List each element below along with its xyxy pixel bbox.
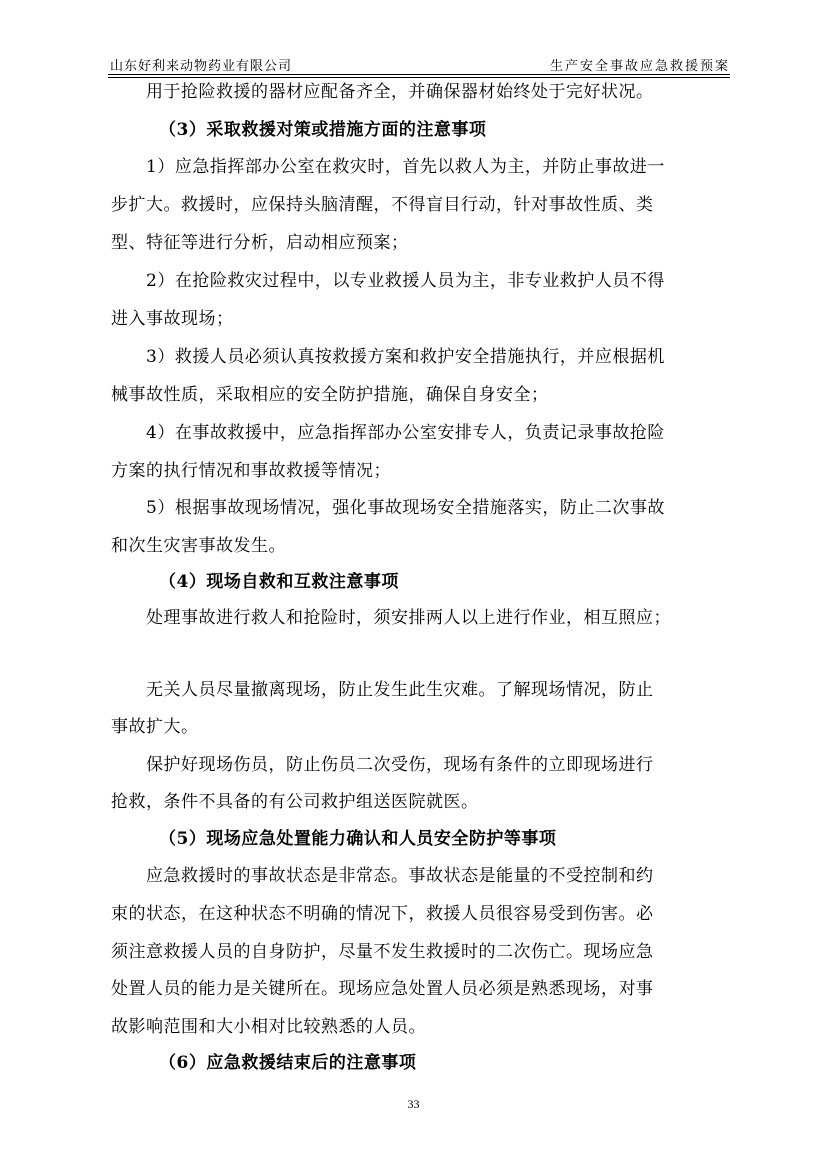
paragraph-line: 5）根据事故现场情况，强化事故现场安全措施落实，防止二次事故 (146, 498, 665, 518)
paragraph-line: 和次生灾害事故发生。 (111, 536, 286, 556)
section-heading: （6）应急救援结束后的注意事项 (159, 1053, 417, 1073)
section-heading: （3）采取救援对策或措施方面的注意事项 (159, 120, 487, 140)
paragraph-line: 无关人员尽量撤离现场，防止发生此生灾难。了解现场情况，防止 (146, 680, 654, 700)
paragraph-line: 应急救援时的事故状态是非常态。事故状态是能量的不受控制和约 (146, 866, 654, 886)
paragraph-line: 故影响范围和大小相对比较熟悉的人员。 (111, 1017, 426, 1037)
paragraph-line: 4）在事故救援中，应急指挥部办公室安排专人，负责记录事故抢险 (146, 423, 665, 443)
paragraph-line: 型、特征等进行分析，启动相应预案； (111, 233, 409, 253)
page-header (108, 52, 730, 76)
paragraph-line: 处置人员的能力是关键所在。现场应急处置人员必须是熟悉现场，对事 (111, 979, 654, 999)
paragraph-line: 抢救，条件不具备的有公司救护组送医院就医。 (111, 792, 479, 812)
section-heading: （4）现场自救和互救注意事项 (159, 572, 399, 592)
paragraph-line: 械事故性质，采取相应的安全防护措施，确保自身安全； (111, 385, 549, 405)
paragraph-line: 3）救援人员必须认真按救援方案和救护安全措施执行，并应根据机 (146, 347, 665, 367)
document-title: 生产安全事故应急救援预案 (549, 59, 730, 74)
paragraph-line: 用于抢险救援的器材应配备齐全，并确保器材始终处于完好状况。 (146, 82, 654, 102)
page-number: 33 (407, 1097, 420, 1111)
paragraph-line: 处理事故进行救人和抢险时，须安排两人以上进行作业，相互照应； (146, 608, 671, 628)
paragraph-line: 事故扩大。 (111, 717, 199, 737)
paragraph-line: 步扩大。救援时，应保持头脑清醒，不得盲目行动，针对事故性质、类 (111, 195, 654, 215)
paragraph-line: 2）在抢险救灾过程中，以专业救援人员为主，非专业救护人员不得 (146, 271, 665, 291)
paragraph-line: 进入事故现场； (111, 309, 234, 329)
header-rule (108, 74, 730, 75)
paragraph-line: 方案的执行情况和事故救援等情况； (111, 461, 391, 481)
paragraph-line: 保护好现场伤员，防止伤员二次受伤，现场有条件的立即现场进行 (146, 755, 654, 775)
paragraph-line: 须注意救援人员的自身防护，尽量不发生救援时的二次伤亡。现场应急 (111, 942, 654, 962)
header-rule-thin (108, 77, 730, 78)
section-heading: （5）现场应急处置能力确认和人员安全防护等事项 (159, 829, 557, 849)
paragraph-line: 束的状态，在这种状态不明确的情况下，救援人员很容易受到伤害。必 (111, 904, 654, 924)
paragraph-line: 1）应急指挥部办公室在救灾时，首先以救人为主，并防止事故进一 (146, 157, 665, 177)
company-name: 山东好利来动物药业有限公司 (110, 59, 293, 74)
